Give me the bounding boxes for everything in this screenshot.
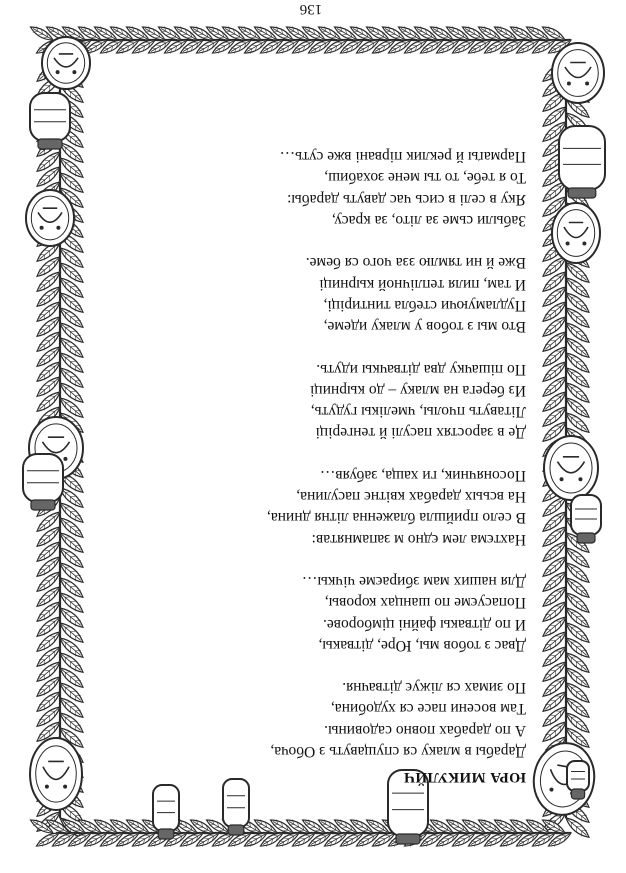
- poem-line: Попасуєме по шанцах коровы,: [324, 594, 526, 612]
- poem-line: А по дарабах повно садовины.: [324, 721, 526, 739]
- poem-line: И там, пиля теплічной кырниці: [319, 275, 526, 293]
- text-block: [96, 1, 526, 803]
- poem-line: Де в заростях пасулі й тенгеріці: [315, 424, 526, 442]
- poem-line: Нахтєма лем єдно м запамнятав:: [311, 530, 526, 548]
- poem-line: В село прийшла блаженна літня днина,: [266, 509, 526, 527]
- jug-ornament-icon: [559, 126, 605, 198]
- poem-line: На всьых дарабах квітнє пасулина,: [296, 488, 526, 506]
- gourd-ornament-icon: [42, 37, 90, 89]
- gourd-ornament-icon: [544, 436, 598, 500]
- stanza: [96, 571, 526, 656]
- poem-line: Яку в селі в сись час давуть дарабы:: [287, 190, 526, 208]
- poem-line: Вто мы з тобов у млаку идеме,: [323, 318, 526, 336]
- poem-title: ЮРА МИКУЛЙЧ: [403, 769, 526, 785]
- poem-body: [96, 146, 526, 762]
- poem-line: То я тебе, то ты мене зохабиш,: [324, 169, 526, 187]
- gourd-ornament-icon: [552, 43, 604, 103]
- jug-ornament-icon: [30, 93, 70, 149]
- stanza: [96, 464, 526, 549]
- poem-line: Дарабы в млаку ся спущавуть з Обоча,: [270, 743, 526, 760]
- poem-line: Там восени пасе ся худобина,: [330, 700, 526, 718]
- poem-line: Літавуть пчолы, чмелікы гудуть,: [310, 403, 526, 421]
- gourd-ornament-icon: [26, 190, 74, 246]
- stanza: [96, 252, 526, 337]
- poem-line: Посонячник, ги хаща, забуяв…: [319, 466, 526, 484]
- gourd-ornament-icon: [30, 738, 82, 810]
- stanza: [96, 146, 526, 231]
- stanza: [96, 358, 526, 443]
- poem-line: И по дітвакы файні цімборове.: [323, 615, 526, 633]
- poem-line: Из берега на млаку – до кырниці: [310, 381, 526, 399]
- poem-line: Пудламуючи стебла тинтиріці,: [323, 296, 526, 314]
- poem-line: Забыли сьме за літо, за красу,: [331, 212, 526, 230]
- poem-line: Для наших мам збираєме чічкы…: [301, 572, 526, 590]
- poem-line: Двас з тобов мы, Юре, дітвакы,: [318, 636, 526, 654]
- gourd-ornament-icon: [552, 203, 600, 263]
- stanza: [96, 677, 526, 762]
- poem-line: Вже й ни тямлю зза чого ся беме.: [305, 254, 526, 272]
- poem-line: Пармаґы й реклик пірвані вже суть…: [279, 148, 526, 166]
- poem-line: По пішачку два дітвачкы идуть.: [316, 360, 526, 378]
- poem-line: По зимах ся ліжує дітвачня.: [342, 679, 526, 697]
- page-number: 136: [299, 1, 323, 17]
